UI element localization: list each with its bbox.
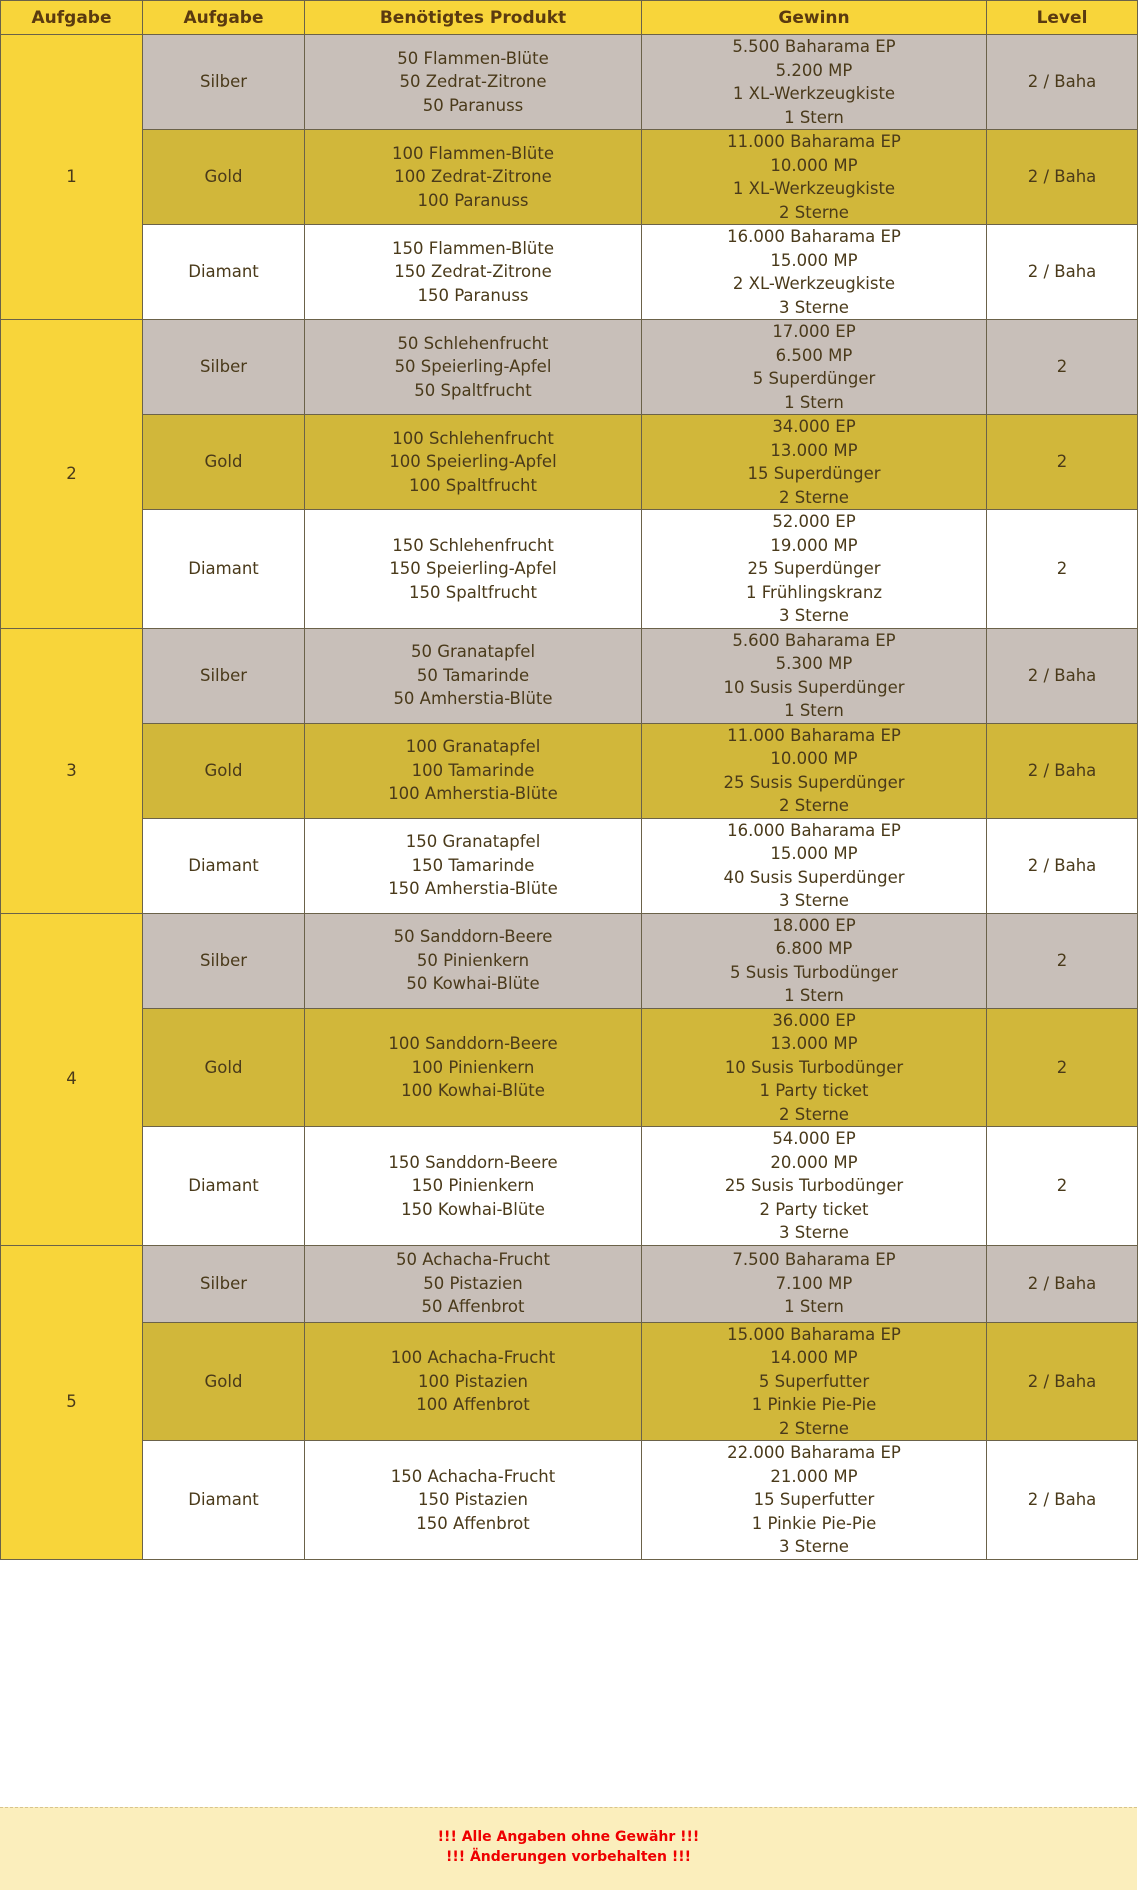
reward-line: 34.000 EP <box>772 417 856 436</box>
products-cell <box>305 415 642 510</box>
product-line: 50 Schlehenfrucht <box>397 333 549 353</box>
table-row <box>1 510 1138 629</box>
product-line: 100 Flammen-Blüte <box>391 143 555 163</box>
reward-line: 10.000 MP <box>770 749 858 768</box>
rewards-cell <box>642 1008 987 1127</box>
rewards-cell <box>642 1441 987 1560</box>
products-cell <box>305 35 642 130</box>
reward-line: 13.000 MP <box>770 440 858 460</box>
aufgabe-number-cell: 3 <box>1 628 143 913</box>
products-cell <box>305 130 642 225</box>
reward-line: 10.000 MP <box>770 155 858 175</box>
product-line: 50 Pistazien <box>423 1273 523 1293</box>
rewards-cell <box>642 415 987 510</box>
header-level: Level <box>987 1 1138 35</box>
reward-line: 3 Sterne <box>779 891 849 910</box>
level-cell: 2 / Baha <box>987 628 1138 723</box>
products-cell <box>305 320 642 415</box>
level-cell: 2 / Baha <box>987 130 1138 225</box>
reward-line: 2 Party ticket <box>759 1199 869 1219</box>
rewards-cell <box>642 913 987 1008</box>
reward-line: 7.100 MP <box>775 1273 853 1293</box>
reward-line: 2 Sterne <box>779 1104 849 1124</box>
tier-cell: Diamant <box>143 1127 305 1246</box>
table-row <box>1 913 1138 1008</box>
level-cell: 2 <box>987 913 1138 1008</box>
header-row <box>1 1 1138 35</box>
reward-line: 15.000 MP <box>770 844 858 863</box>
table-row <box>1 628 1138 723</box>
reward-line: 5.300 MP <box>775 654 853 673</box>
table-row <box>1 723 1138 818</box>
reward-line: 3 Sterne <box>779 297 849 317</box>
product-line: 100 Affenbrot <box>416 1395 530 1414</box>
product-line: 50 Zedrat-Zitrone <box>399 72 547 92</box>
products-cell <box>305 723 642 818</box>
reward-line: 11.000 Baharama EP <box>727 132 901 151</box>
reward-line: 1 Stern <box>784 392 844 412</box>
product-line: 100 Paranuss <box>417 190 529 210</box>
tier-cell: Gold <box>143 415 305 510</box>
reward-line: 5.600 Baharama EP <box>732 630 896 650</box>
products-cell <box>305 225 642 320</box>
tier-cell: Silber <box>143 35 305 130</box>
level-cell: 2 / Baha <box>987 1322 1138 1441</box>
header-aufgabe-number: Aufgabe <box>1 1 143 35</box>
product-line: 100 Spaltfrucht <box>409 475 537 495</box>
tier-cell: Gold <box>143 723 305 818</box>
product-line: 100 Sanddorn-Beere <box>388 1034 558 1053</box>
level-cell: 2 <box>987 1127 1138 1246</box>
product-line: 100 Tamarinde <box>411 760 535 780</box>
tier-cell: Gold <box>143 1322 305 1441</box>
table-row <box>1 130 1138 225</box>
aufgabe-number-cell: 5 <box>1 1245 143 1559</box>
product-line: 150 Pistazien <box>418 1490 528 1509</box>
product-line: 150 Tamarinde <box>411 855 535 875</box>
reward-line: 25 Superdünger <box>747 559 881 578</box>
reward-line: 3 Sterne <box>779 1537 849 1556</box>
table-row <box>1 818 1138 913</box>
disclaimer-footer <box>0 1807 1137 1890</box>
header-aufgabe-tier: Aufgabe <box>143 1 305 35</box>
table-row <box>1 225 1138 320</box>
reward-line: 15 Superdünger <box>747 464 881 483</box>
disclaimer-line-1: !!! Alle Angaben ohne Gewähr !!! <box>437 1829 700 1845</box>
reward-line: 2 Sterne <box>779 796 849 815</box>
product-line: 150 Affenbrot <box>416 1513 530 1533</box>
quest-table-body <box>1 35 1138 1560</box>
reward-line: 1 Stern <box>784 986 844 1005</box>
reward-line: 2 Sterne <box>779 202 849 222</box>
products-cell <box>305 1245 642 1322</box>
rewards-cell <box>642 225 987 320</box>
products-cell <box>305 913 642 1008</box>
rewards-cell <box>642 1245 987 1322</box>
reward-line: 15.000 Baharama EP <box>727 1324 901 1344</box>
product-line: 50 Tamarinde <box>416 665 530 685</box>
product-line: 50 Kowhai-Blüte <box>406 974 540 994</box>
level-cell: 2 <box>987 510 1138 629</box>
reward-line: 3 Sterne <box>779 1223 849 1242</box>
reward-line: 1 XL-Werkzeugkiste <box>732 84 896 103</box>
level-cell: 2 / Baha <box>987 818 1138 913</box>
reward-line: 1 XL-Werkzeugkiste <box>732 179 896 198</box>
product-line: 100 Amherstia-Blüte <box>388 784 558 804</box>
table-row <box>1 1008 1138 1127</box>
rewards-cell <box>642 320 987 415</box>
product-line: 50 Achacha-Frucht <box>395 1250 550 1270</box>
header-products: Benötigtes Produkt <box>305 1 642 35</box>
table-row <box>1 415 1138 510</box>
rewards-cell <box>642 35 987 130</box>
product-line: 150 Achacha-Frucht <box>390 1466 556 1486</box>
tier-cell: Silber <box>143 913 305 1008</box>
product-line: 100 Pinienkern <box>411 1057 535 1077</box>
products-cell <box>305 818 642 913</box>
product-line: 150 Granatapfel <box>405 832 541 852</box>
reward-line: 11.000 Baharama EP <box>727 725 901 745</box>
reward-line: 14.000 MP <box>770 1348 858 1367</box>
level-cell: 2 <box>987 1008 1138 1127</box>
reward-line: 19.000 MP <box>770 535 858 555</box>
reward-line: 6.500 MP <box>775 345 853 365</box>
products-cell <box>305 1322 642 1441</box>
product-line: 100 Granatapfel <box>405 737 541 757</box>
reward-line: 20.000 MP <box>770 1152 858 1172</box>
product-line: 100 Zedrat-Zitrone <box>394 167 552 187</box>
reward-line: 18.000 EP <box>772 915 856 935</box>
reward-line: 1 Stern <box>784 701 844 720</box>
reward-line: 13.000 MP <box>770 1034 858 1053</box>
products-cell <box>305 628 642 723</box>
level-cell: 2 / Baha <box>987 225 1138 320</box>
reward-line: 5 Superdünger <box>752 369 876 388</box>
reward-line: 2 Sterne <box>779 1418 849 1438</box>
aufgabe-number-cell: 4 <box>1 913 143 1245</box>
reward-line: 5.200 MP <box>775 60 853 80</box>
reward-line: 7.500 Baharama EP <box>732 1250 896 1270</box>
table-row <box>1 1127 1138 1246</box>
tier-cell: Silber <box>143 1245 305 1322</box>
disclaimer-line-2: !!! Änderungen vorbehalten !!! <box>445 1849 692 1865</box>
tier-cell: Diamant <box>143 1441 305 1560</box>
product-line: 150 Amherstia-Blüte <box>388 879 558 899</box>
product-line: 150 Speierling-Apfel <box>389 559 557 578</box>
reward-line: 10 Susis Turbodünger <box>724 1057 904 1077</box>
product-line: 150 Schlehenfrucht <box>392 535 554 555</box>
rewards-cell <box>642 818 987 913</box>
tier-cell: Gold <box>143 1008 305 1127</box>
reward-line: 21.000 MP <box>770 1466 858 1486</box>
product-line: 150 Spaltfrucht <box>409 582 537 602</box>
product-line: 100 Achacha-Frucht <box>390 1348 556 1367</box>
reward-line: 25 Susis Superdünger <box>723 772 905 792</box>
reward-line: 54.000 EP <box>772 1129 856 1148</box>
reward-line: 36.000 EP <box>772 1010 856 1030</box>
tier-cell: Silber <box>143 628 305 723</box>
product-line: 150 Kowhai-Blüte <box>401 1199 545 1219</box>
products-cell <box>305 510 642 629</box>
table-row <box>1 1441 1138 1560</box>
product-line: 50 Sanddorn-Beere <box>393 927 553 947</box>
table-row <box>1 1245 1138 1322</box>
reward-line: 15.000 MP <box>770 250 858 270</box>
reward-line: 22.000 Baharama EP <box>727 1443 901 1462</box>
reward-line: 1 Pinkie Pie-Pie <box>751 1395 877 1414</box>
product-line: 100 Pistazien <box>418 1371 528 1391</box>
rewards-cell <box>642 628 987 723</box>
product-line: 150 Sanddorn-Beere <box>388 1152 558 1172</box>
level-cell: 2 <box>987 415 1138 510</box>
product-line: 50 Flammen-Blüte <box>397 48 549 68</box>
product-line: 100 Schlehenfrucht <box>392 428 554 448</box>
reward-line: 1 Party ticket <box>759 1081 869 1100</box>
level-cell: 2 / Baha <box>987 1245 1138 1322</box>
product-line: 50 Affenbrot <box>421 1297 525 1317</box>
reward-line: 2 XL-Werkzeugkiste <box>732 274 896 293</box>
products-cell <box>305 1127 642 1246</box>
level-cell: 2 / Baha <box>987 1441 1138 1560</box>
aufgabe-number-cell: 2 <box>1 320 143 629</box>
products-cell <box>305 1441 642 1560</box>
reward-line: 1 Pinkie Pie-Pie <box>751 1513 877 1533</box>
product-line: 100 Speierling-Apfel <box>389 452 557 472</box>
product-line: 150 Flammen-Blüte <box>391 238 555 258</box>
level-cell: 2 <box>987 320 1138 415</box>
product-line: 150 Zedrat-Zitrone <box>394 262 552 282</box>
reward-line: 52.000 EP <box>772 512 856 531</box>
reward-line: 17.000 EP <box>772 322 856 341</box>
reward-line: 5.500 Baharama EP <box>732 37 896 56</box>
rewards-cell <box>642 1127 987 1246</box>
reward-line: 1 Stern <box>784 1297 844 1317</box>
reward-line: 15 Superfutter <box>753 1490 875 1509</box>
tier-cell: Silber <box>143 320 305 415</box>
table-row <box>1 320 1138 415</box>
products-cell <box>305 1008 642 1127</box>
rewards-cell <box>642 1322 987 1441</box>
product-line: 50 Paranuss <box>422 95 524 115</box>
table-row <box>1 35 1138 130</box>
product-line: 100 Kowhai-Blüte <box>401 1081 545 1100</box>
product-line: 150 Paranuss <box>417 285 529 305</box>
product-line: 50 Pinienkern <box>416 950 530 970</box>
product-line: 50 Amherstia-Blüte <box>393 689 553 709</box>
reward-line: 3 Sterne <box>779 606 849 625</box>
rewards-cell <box>642 130 987 225</box>
product-line: 50 Granatapfel <box>410 642 536 662</box>
rewards-cell <box>642 510 987 629</box>
table-row <box>1 1322 1138 1441</box>
reward-line: 2 Sterne <box>779 487 849 507</box>
reward-line: 5 Susis Turbodünger <box>730 962 898 982</box>
reward-line: 5 Superfutter <box>758 1371 870 1391</box>
aufgabe-number-cell: 1 <box>1 35 143 320</box>
level-cell: 2 / Baha <box>987 35 1138 130</box>
reward-line: 16.000 Baharama EP <box>727 820 901 840</box>
tier-cell: Diamant <box>143 510 305 629</box>
reward-line: 1 Stern <box>784 107 844 127</box>
reward-line: 10 Susis Superdünger <box>723 677 905 697</box>
product-line: 150 Pinienkern <box>411 1176 535 1195</box>
reward-line: 6.800 MP <box>775 939 853 958</box>
reward-line: 1 Frühlingskranz <box>746 582 882 602</box>
level-cell: 2 / Baha <box>987 723 1138 818</box>
reward-line: 40 Susis Superdünger <box>723 867 905 887</box>
tier-cell: Gold <box>143 130 305 225</box>
product-line: 50 Speierling-Apfel <box>394 357 552 377</box>
product-line: 50 Spaltfrucht <box>414 380 532 400</box>
reward-line: 25 Susis Turbodünger <box>724 1176 904 1195</box>
header-rewards: Gewinn <box>642 1 987 35</box>
tier-cell: Diamant <box>143 818 305 913</box>
tier-cell: Diamant <box>143 225 305 320</box>
rewards-cell <box>642 723 987 818</box>
reward-line: 16.000 Baharama EP <box>727 227 901 246</box>
